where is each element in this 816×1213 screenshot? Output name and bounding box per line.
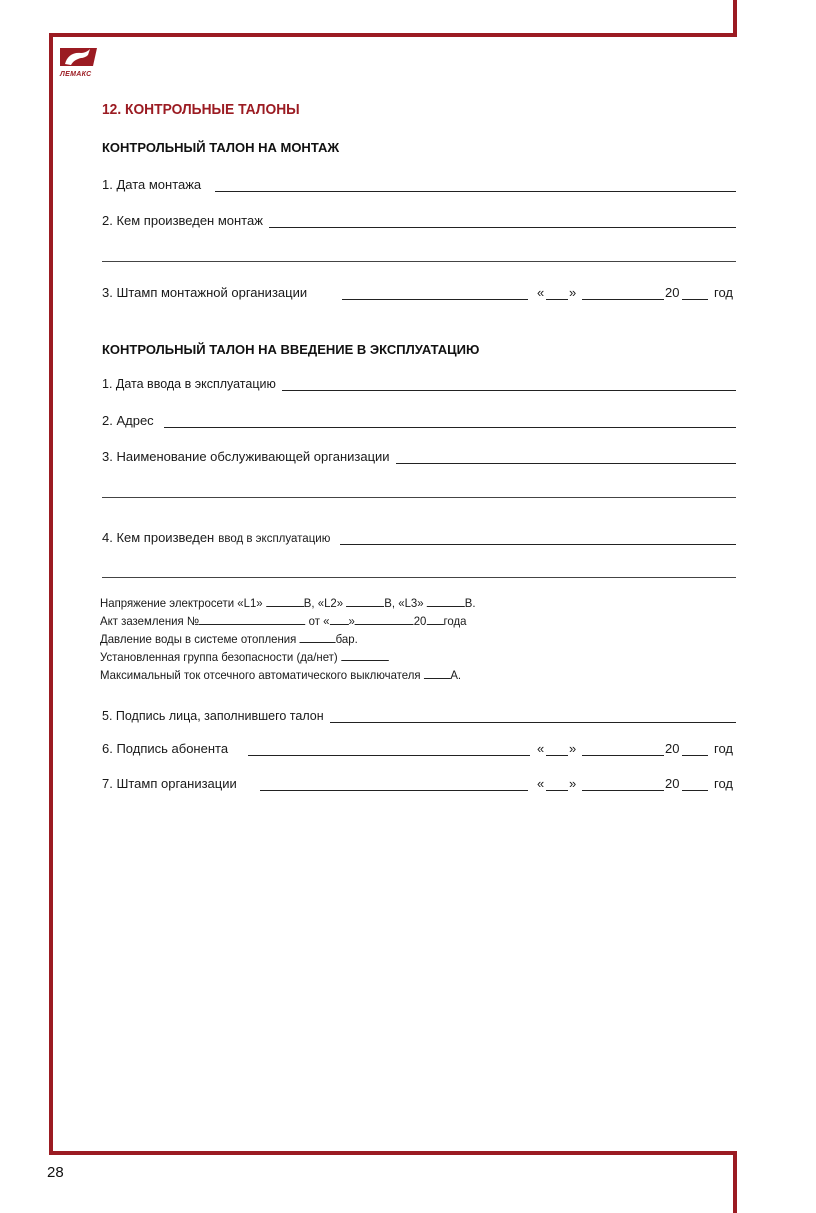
installation-date-label: 1. Дата монтажа bbox=[102, 177, 202, 192]
org-stamp-month-field[interactable] bbox=[582, 778, 664, 791]
max-current-unit: А. bbox=[450, 668, 462, 682]
voltage-l3-field[interactable] bbox=[427, 594, 465, 607]
grounding-day-field[interactable] bbox=[329, 612, 348, 625]
voltage-unit: В. bbox=[464, 596, 476, 610]
address-label: 2. Адрес bbox=[102, 413, 154, 428]
installation-date-open: « bbox=[537, 285, 545, 300]
installation-year-suffix: год bbox=[714, 285, 733, 300]
installation-by-row bbox=[102, 210, 736, 228]
pressure-field[interactable] bbox=[300, 630, 336, 643]
address-row bbox=[102, 410, 736, 428]
service-org-label: 3. Наименование обслуживающей организации bbox=[102, 449, 390, 464]
org-stamp-row bbox=[102, 773, 738, 791]
voltage-l2-field[interactable] bbox=[346, 594, 384, 607]
subscriber-signature-field[interactable] bbox=[248, 743, 530, 756]
frame-right-top-border bbox=[733, 0, 737, 37]
installation-date-close: » bbox=[569, 285, 577, 300]
installation-month-field[interactable] bbox=[582, 287, 664, 300]
safety-group-label: Установленная группа безопасности (да/нет) bbox=[100, 650, 338, 664]
section-title: 12. КОНТРОЛЬНЫЕ ТАЛОНЫ bbox=[102, 101, 300, 118]
frame-bottom-border bbox=[49, 1151, 737, 1155]
filler-signature-row bbox=[102, 705, 736, 723]
installation-day-field[interactable] bbox=[546, 287, 568, 300]
commissioned-by-field[interactable] bbox=[340, 531, 736, 545]
technical-parameters bbox=[100, 594, 476, 684]
voltage-line bbox=[100, 594, 476, 612]
voltage-l1-field[interactable] bbox=[266, 594, 304, 607]
max-current-field[interactable] bbox=[424, 666, 451, 679]
filler-signature-label: 5. Подпись лица, заполнившего талон bbox=[102, 709, 324, 723]
address-field[interactable] bbox=[164, 414, 736, 428]
subscriber-date-close: » bbox=[569, 741, 577, 756]
commissioning-heading: КОНТРОЛЬНЫЙ ТАЛОН НА ВВЕДЕНИЕ В ЭКСПЛУАТАЦИЮ bbox=[102, 342, 480, 357]
subscriber-year-prefix: 20 bbox=[665, 741, 680, 756]
org-stamp-year-field[interactable] bbox=[682, 778, 708, 791]
subscriber-signature-label: 6. Подпись абонента bbox=[102, 741, 229, 756]
filler-signature-field[interactable] bbox=[330, 709, 736, 723]
installation-by-label: 2. Кем произведен монтаж bbox=[102, 213, 263, 228]
frame-top-border bbox=[49, 33, 737, 37]
grounding-date-open: от « bbox=[308, 614, 330, 628]
org-stamp-label: 7. Штамп организации bbox=[102, 776, 237, 791]
voltage-l2-label: В, «L2» bbox=[303, 596, 344, 610]
voltage-l3-label: В, «L3» bbox=[384, 596, 424, 610]
installation-by-extra-line[interactable] bbox=[102, 261, 736, 262]
safety-group-line bbox=[100, 648, 476, 666]
org-stamp-year-prefix: 20 bbox=[665, 776, 680, 791]
grounding-date-close: » bbox=[348, 614, 355, 628]
installation-stamp-row bbox=[102, 282, 738, 300]
subscriber-signature-row bbox=[102, 738, 738, 756]
installation-stamp-field[interactable] bbox=[342, 287, 528, 300]
service-org-row bbox=[102, 446, 736, 464]
grounding-year-prefix: 20 bbox=[413, 614, 427, 628]
org-stamp-date-close: » bbox=[569, 776, 577, 791]
installation-year-prefix: 20 bbox=[665, 285, 680, 300]
org-stamp-year-suffix: год bbox=[714, 776, 733, 791]
commissioning-date-row bbox=[102, 373, 736, 391]
org-stamp-day-field[interactable] bbox=[546, 778, 568, 791]
subscriber-month-field[interactable] bbox=[582, 743, 664, 756]
pressure-line bbox=[100, 630, 476, 648]
installation-by-field[interactable] bbox=[269, 214, 736, 228]
max-current-line bbox=[100, 666, 476, 684]
commissioned-by-row bbox=[102, 527, 736, 545]
voltage-label: Напряжение электросети «L1» bbox=[100, 596, 263, 610]
max-current-label: Максимальный ток отсечного автоматического выключателя bbox=[100, 668, 421, 682]
grounding-year-field[interactable] bbox=[426, 612, 443, 625]
grounding-month-field[interactable] bbox=[355, 612, 414, 625]
logo-text: ЛЕМАКС bbox=[60, 71, 92, 78]
frame-right-bottom-border bbox=[733, 1151, 737, 1213]
safety-group-field[interactable] bbox=[341, 648, 389, 661]
lemax-logo-icon bbox=[57, 44, 113, 84]
subscriber-day-field[interactable] bbox=[546, 743, 568, 756]
org-stamp-field[interactable] bbox=[260, 778, 528, 791]
installation-date-row bbox=[102, 174, 736, 192]
commissioned-by-extra-line[interactable] bbox=[102, 577, 736, 578]
installation-date-field[interactable] bbox=[215, 178, 736, 192]
commissioning-date-field[interactable] bbox=[282, 377, 736, 391]
grounding-year-suffix: года bbox=[443, 614, 467, 628]
grounding-number-field[interactable] bbox=[199, 612, 305, 625]
grounding-label: Акт заземления № bbox=[100, 614, 200, 628]
page-number: 28 bbox=[47, 1164, 64, 1181]
subscriber-year-field[interactable] bbox=[682, 743, 708, 756]
service-org-field[interactable] bbox=[396, 450, 736, 464]
commissioned-by-label: 4. Кем произведен bbox=[102, 530, 215, 545]
commissioning-date-label: 1. Дата ввода в эксплуатацию bbox=[102, 377, 276, 391]
service-org-extra-line[interactable] bbox=[102, 497, 736, 498]
grounding-line bbox=[100, 612, 476, 630]
installation-year-field[interactable] bbox=[682, 287, 708, 300]
frame-left-border bbox=[49, 33, 53, 1155]
commissioned-by-label-small: ввод в эксплуатацию bbox=[218, 533, 331, 545]
org-stamp-date-open: « bbox=[537, 776, 545, 791]
pressure-unit: бар. bbox=[335, 632, 358, 646]
subscriber-year-suffix: год bbox=[714, 741, 733, 756]
subscriber-date-open: « bbox=[537, 741, 545, 756]
installation-stamp-label: 3. Штамп монтажной организации bbox=[102, 285, 308, 300]
pressure-label: Давление воды в системе отопления bbox=[100, 632, 297, 646]
installation-heading: КОНТРОЛЬНЫЙ ТАЛОН НА МОНТАЖ bbox=[102, 140, 340, 155]
